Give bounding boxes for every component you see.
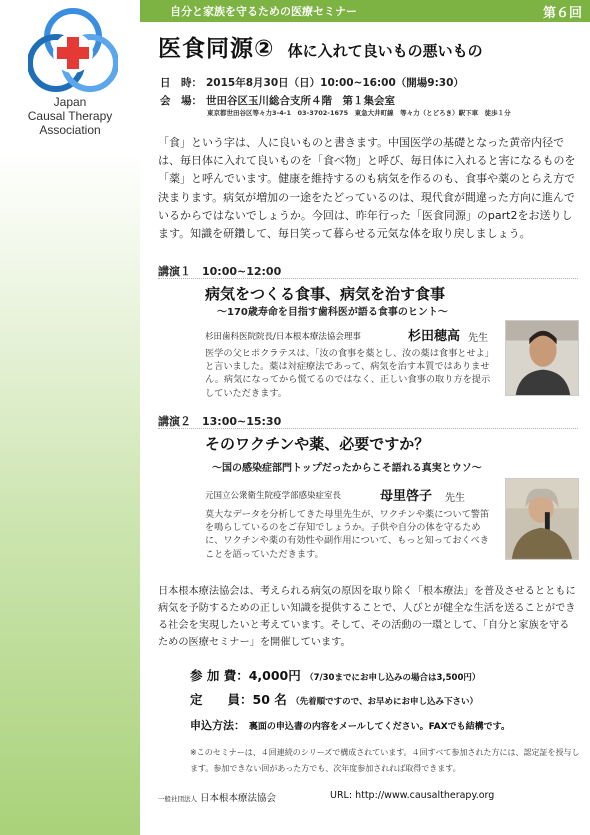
header-bar (140, 0, 590, 22)
logo-text-line: Association (39, 123, 101, 137)
page-title (158, 30, 483, 63)
lecture-2-speaker: 母里啓子 (380, 489, 433, 504)
lecture-1-description: 医学の父ヒポクラテスは、「汝の食事を薬とし、汝の薬は食事とせよ」と言いました。薬は対症療法であって、病気を治す本質ではありません。病気になってから慌てるのではなく、正しい食事の取り方を提示していただきます。 (205, 348, 495, 399)
capacity-note: （先着順ですので、お早めにお申し込み下さい） (291, 697, 478, 707)
series-footnote: ※このセミナーは、４回連続のシリーズで構成されています。４回すべて参加された方には、認定証を授与します。参加できない回があった方でも、次年度参加されれば取得できます。 (190, 748, 580, 773)
lecture-2-honorific: 先生 (445, 493, 465, 504)
speaker-2-photo (505, 478, 579, 560)
fee-value: 4,000円 (248, 668, 301, 683)
lecture-2-subtitle: ～国の感染症部門トップだったからこそ語れる真実とウソ～ (212, 463, 482, 474)
capacity-value: 50 名 (252, 692, 287, 707)
speaker-1-photo (505, 320, 579, 396)
lecture-1-honorific: 先生 (468, 333, 488, 344)
divider (158, 278, 578, 279)
footer-organization (158, 790, 276, 804)
intro-paragraph: 「食」という字は、人に良いものと書きます。中国医学の基礎となった黄帝内径では、毎日体に入れて良いものを「食べ物」と呼び、毎日体に入れると害になるものを「薬」と呼んでいます。健康を維持するのも病気を作るのも、食事や薬のとらえ方で決まります。病気が増加の一途をたどっているのは、現代食が間違った方向に進んでいるからではないでしょうか。今回は、昨年行った「医食同源」のpart2をお送りします。知識を研鑽して、毎日笑って暮らせる元気な体を取り戻しましょう。 (158, 136, 576, 241)
title-sub: 体に入れて良いもの悪いもの (287, 42, 483, 60)
event-venue (160, 93, 395, 108)
footer-url[interactable]: URL: http://www.causaltherapy.org (330, 790, 495, 801)
logo-text-line: Causal Therapy (27, 109, 113, 123)
lecture-1-title: 病気をつくる食事、病気を治す食事 (205, 285, 446, 303)
venue-value: 世田谷区玉川総合支所４階 第１集会室 (206, 95, 395, 107)
lecture-2-description: 莫大なデータを分析してきた母里先生が、ワクチンや薬について警笛を鳴らしているのをご存知でしょうか。子供や自分の体を守るために、ワクチンや薬の有効性や副作用について、もっと知っておくべきことを語っていただきます。 (205, 509, 490, 560)
lecture-1-speaker: 杉田穂高 (408, 329, 461, 344)
event-date (160, 75, 464, 90)
apply-label: 申込方法： (190, 719, 245, 732)
lecture-2-title: そのワクチンや薬、必要ですか？ (205, 435, 430, 453)
lecture-2-affiliation: 元国立公衆衛生院疫学部感染症室長 (205, 491, 342, 501)
apply-row (190, 717, 510, 733)
divider (158, 428, 578, 429)
title-main: 医食同源② (158, 36, 275, 62)
apply-value: 裏面の申込書の内容をメールしてください。FAXでも結構です。 (248, 722, 510, 732)
association-logo-text (0, 95, 140, 137)
association-description: 日本根本療法協会は、考えられる病気の原因を取り除く「根本療法」を普及させるとともに病気を予防するための正しい知識を提供することで、人びとが健全な生活を送ることができる社会を実現したいと考えています。そして、その活動の一環として、「自分と家族を守るための医療セミナー」を開催しています。 (158, 586, 576, 648)
fee-note: （7/30までにお申し込みの場合は3,500円） (305, 673, 481, 683)
date-label: 日 時： (160, 77, 202, 89)
lecture-2-label: 講演２ 13:00~15:30 (158, 415, 282, 428)
lecture-1-affiliation: 杉田歯科医院院長/日本根本療法協会理事 (205, 332, 361, 342)
lecture-1-label: 講演１ 10:00~12:00 (158, 265, 282, 278)
capacity-row (190, 690, 478, 708)
footer-org-prefix: 一般社団法人 (158, 795, 197, 803)
venue-label: 会 場： (160, 95, 202, 107)
seminar-series: 自分と家族を守るための医療セミナー (170, 5, 357, 18)
capacity-label: 定 員： (190, 692, 253, 707)
footer-org-name: 日本根本療法協会 (200, 793, 277, 804)
fee-label: 参 加 費： (190, 668, 249, 683)
issue-number: 第６回 (542, 6, 582, 21)
lecture-1-subtitle: ～170歳寿命を目指す歯科医が語る食事のヒント～ (217, 307, 448, 318)
fee-row (190, 666, 480, 684)
logo-text-line: Japan (53, 95, 87, 109)
date-value: 2015年8月30日（日）10:00~16:00（開場9:30） (206, 77, 464, 89)
association-logo (28, 5, 118, 95)
venue-access: 東京都世田谷区等々力3-4-1 03-3702-1675 東急大井町線 等々力（とどろき）駅下車 徒歩１分 (207, 109, 511, 117)
